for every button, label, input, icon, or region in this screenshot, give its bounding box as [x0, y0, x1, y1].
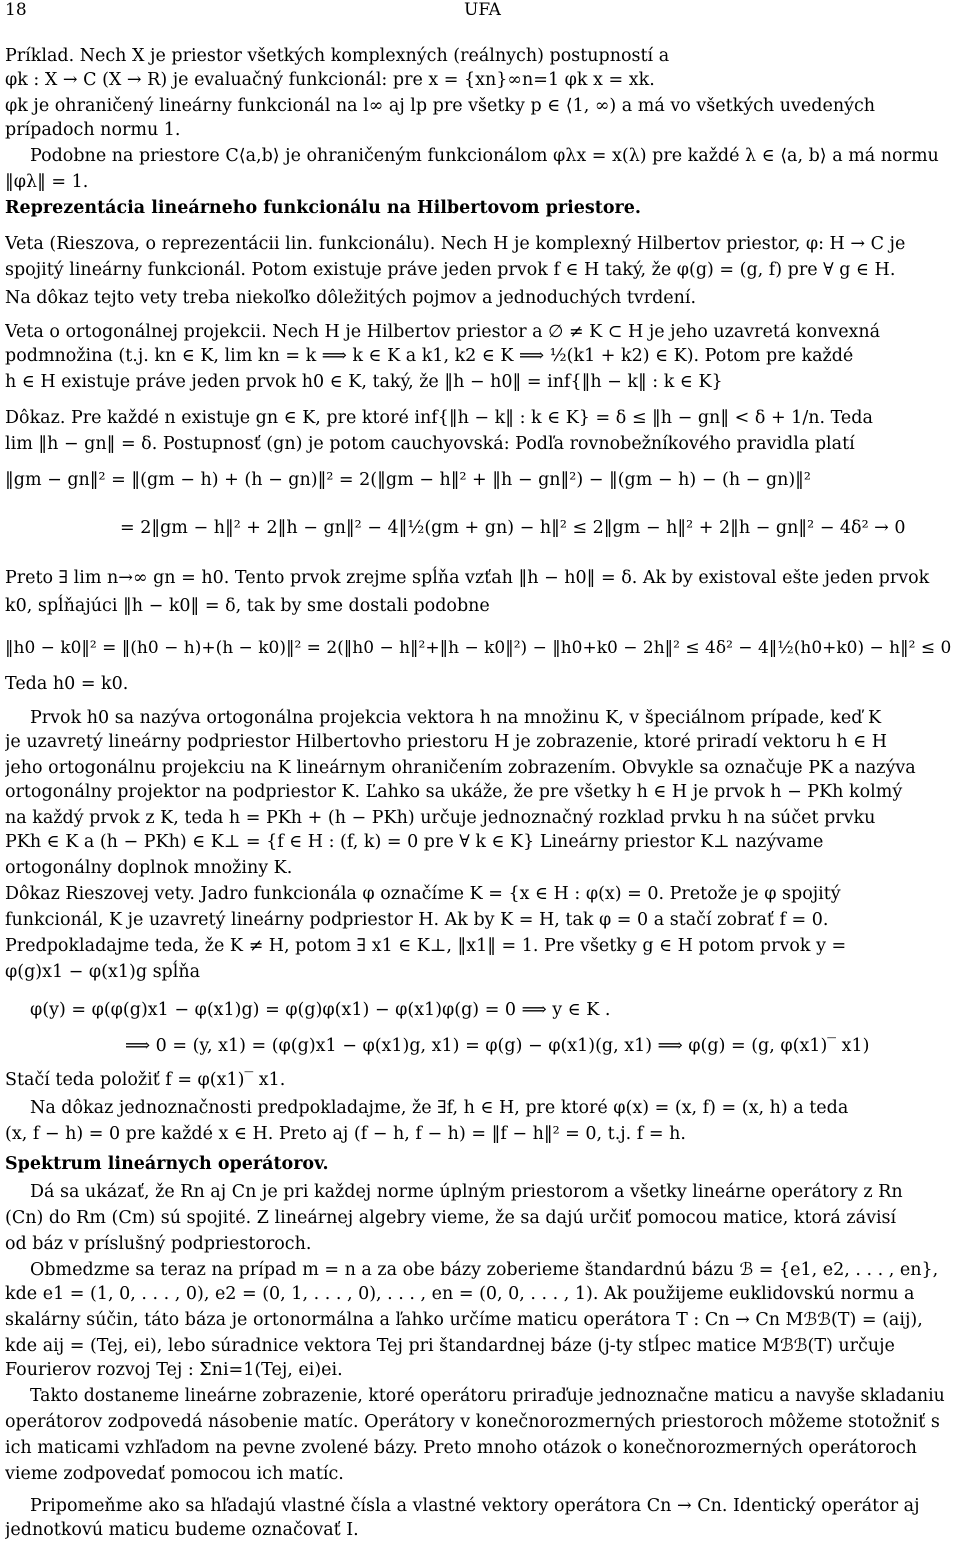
text-line: Takto dostaneme lineárne zobrazenie, ktoré operátoru priraďuje jednoznačne maticu a navyše skladaniu	[30, 1386, 945, 1406]
equation: = 2‖gm − h‖² + 2‖h − gn‖² − 4‖½(gm + gn) − h‖² ≤ 2‖gm − h‖² + 2‖h − gn‖² − 4δ² → 0	[120, 518, 906, 538]
running-title: UFA	[464, 0, 501, 20]
equation: ⟹ 0 = (y, x1) = (φ(g)x1 − φ(x1)g, x1) = φ(g) − φ(x1)(g, x1) ⟹ φ(g) = (g, φ(x1)‾ x1)	[125, 1036, 870, 1056]
text-line: kde aij = (Tej, ei), lebo súradnice vektora Tej pri štandardnej báze (j-ty stĺpec matice Mℬℬ(T) určuje	[5, 1336, 895, 1356]
text-line: Teda h0 = k0.	[5, 674, 129, 694]
text-line: kde e1 = (1, 0, . . . , 0), e2 = (0, 1, . . . , 0), . . . , en = (0, 0, . . . , 1). Ak použijeme euklidovskú normu a	[5, 1284, 915, 1304]
text-line: φk : X → C (X → R) je evaluačný funkcionál: pre x = {xn}∞n=1 φk x = xk.	[5, 70, 655, 90]
text-line: od báz v príslušný podpriestoroch.	[5, 1234, 312, 1254]
proof-line: funkcionál, K je uzavretý lineárny podpriestor H. Ak by K = H, tak φ = 0 a stačí zobrať f = 0.	[5, 910, 829, 930]
page-number: 18	[5, 0, 27, 20]
equation: φ(y) = φ(φ(g)x1 − φ(x1)g) = φ(g)φ(x1) − φ(x1)φ(g) = 0 ⟹ y ∈ K .	[30, 1000, 611, 1020]
text-line: jeho ortogonálnu projekciu na K lineárnym ohraničením zobrazením. Obvykle sa označuje PK a nazýva	[5, 758, 916, 778]
theorem-line: podmnožina (t.j. kn ∈ K, lim kn = k ⟹ k ∈ K a k1, k2 ∈ K ⟹ ½(k1 + k2) ∈ K). Potom pre každé	[5, 346, 854, 366]
text-line: k0, spĺňajúci ‖h − k0‖ = δ, tak by sme dostali podobne	[5, 596, 490, 616]
text-line: Na dôkaz jednoznačnosti predpokladajme, že ∃f, h ∈ H, pre ktoré φ(x) = (x, f) = (x, h) a teda	[30, 1098, 849, 1118]
text-line: Pripomeňme ako sa hľadajú vlastné čísla a vlastné vektory operátora Cn → Cn. Identický operátor aj	[30, 1496, 920, 1516]
theorem-line: Veta o ortogonálnej projekcii. Nech H je Hilbertov priestor a ∅ ≠ K ⊂ H je jeho uzavretá konvexná	[5, 322, 881, 342]
text-line: Preto ∃ lim n→∞ gn = h0. Tento prvok zrejme spĺňa vzťah ‖h − h0‖ = δ. Ak by existoval ešte jeden prvok	[5, 568, 930, 588]
theorem-line: Veta (Rieszova, o reprezentácii lin. funkcionálu). Nech H je komplexný Hilbertov priestor, φ: H → C je	[5, 234, 906, 254]
text-line: (x, f − h) = 0 pre každé x ∈ H. Preto aj (f − h, f − h) = ‖f − h‖² = 0, t.j. f = h.	[5, 1124, 686, 1144]
theorem-line: spojitý lineárny funkcionál. Potom existuje práve jeden prvok f ∈ H taký, že φ(g) = (g, f) pre ∀ g ∈ H.	[5, 260, 896, 280]
text-line: na každý prvok z K, teda h = PKh + (h − PKh) určuje jednoznačný rozklad prvku h na súčet prvku	[5, 808, 876, 828]
proof-line: Predpokladajme teda, že K ≠ H, potom ∃ x1 ∈ K⊥, ‖x1‖ = 1. Pre všetky g ∈ H potom prvok y =	[5, 936, 847, 956]
theorem-line: h ∈ H existuje práve jeden prvok h0 ∈ K, taký, že ‖h − h0‖ = inf{‖h − k‖ : k ∈ K}	[5, 372, 723, 392]
text-line: Stačí teda položiť f = φ(x1)‾ x1.	[5, 1070, 286, 1090]
text-line: je uzavretý lineárny podpriestor Hilbertovho priestoru H je zobrazenie, ktoré priradí vektoru h ∈ H	[5, 732, 887, 752]
text-line: jednotkovú maticu budeme označovať I.	[5, 1520, 359, 1540]
section-heading: Spektrum lineárnych operátorov.	[5, 1154, 329, 1174]
proof-line: φ(g)x1 − φ(x1)g spĺňa	[5, 962, 201, 982]
text-line: Dá sa ukázať, že Rn aj Cn je pri každej norme úplným priestorom a všetky lineárne operátory z Rn	[30, 1182, 903, 1202]
page-header	[0, 0, 960, 24]
text-line: φk je ohraničený lineárny funkcionál na l∞ aj lp pre všetky p ∈ ⟨1, ∞) a má vo všetkých uvedených	[5, 96, 876, 116]
example-heading-line: Príklad. Nech X je priestor všetkých komplexných (reálnych) postupností a	[5, 46, 670, 66]
text-line: ich maticami vzhľadom na pevne zvolené bázy. Preto mnoho otázok o konečnorozmerných operátoroch	[5, 1438, 917, 1458]
text-line: Fourierov rozvoj Tej : Σni=1(Tej, ei)ei.	[5, 1360, 343, 1380]
text-line: Prvok h0 sa nazýva ortogonálna projekcia vektora h na množinu K, v špeciálnom prípade, keď K	[30, 708, 882, 728]
section-heading: Reprezentácia lineárneho funkcionálu na Hilbertovom priestore.	[5, 198, 641, 218]
text-line: vieme zodpovedať pomocou ich matíc.	[5, 1464, 344, 1484]
text-line: Podobne na priestore C⟨a,b⟩ je ohraničeným funkcionálom φλx = x(λ) pre každé λ ∈ ⟨a, b⟩ a má normu	[30, 146, 939, 166]
equation: ‖h0 − k0‖² = ‖(h0 − h)+(h − k0)‖² = 2(‖h0 − h‖²+‖h − k0‖²) − ‖h0+k0 − 2h‖² ≤ 4δ² − 4‖½(h0+k0) − h‖² ≤ 0	[5, 638, 952, 658]
text-line: Obmedzme sa teraz na prípad m = n a za obe bázy zoberieme štandardnú bázu ℬ = {e1, e2, . . . , en},	[30, 1260, 939, 1280]
text-line: skalárny súčin, táto báza je ortonormálna a ľahko určíme maticu operátora T : Cn → Cn Mℬℬ(T) = (aij),	[5, 1310, 923, 1330]
text-line: ortogonálny projektor na podpriestor K. Ľahko sa ukáže, že pre všetky h ∈ H je prvok h − PKh kolmý	[5, 782, 903, 802]
text-line: operátorov zodpovedá násobenie matíc. Operátory v konečnorozmerných priestoroch môžeme stotožniť s	[5, 1412, 940, 1432]
proof-line: Dôkaz Rieszovej vety. Jadro funkcionála φ označíme K = {x ∈ H : φ(x) = 0. Pretože je φ spojitý	[5, 884, 841, 904]
text-line: ortogonálny doplnok množiny K.	[5, 858, 293, 878]
text-line: PKh ∈ K a (h − PKh) ∈ K⊥ = {f ∈ H : (f, k) = 0 pre ∀ k ∈ K} Lineárny priestor K⊥ nazývame	[5, 832, 824, 852]
text-line: (Cn) do Rm (Cm) sú spojité. Z lineárnej algebry vieme, že sa dajú určiť pomocou matice, ktorá závisí	[5, 1208, 897, 1228]
text-line: Na dôkaz tejto vety treba niekoľko dôležitých pojmov a jednoduchých tvrdení.	[5, 288, 697, 308]
text-line: ‖φλ‖ = 1.	[5, 172, 89, 192]
text-line: prípadoch normu 1.	[5, 120, 181, 140]
proof-line: lim ‖h − gn‖ = δ. Postupnosť (gn) je potom cauchyovská: Podľa rovnobežníkového pravidla platí	[5, 434, 855, 454]
equation: ‖gm − gn‖² = ‖(gm − h) + (h − gn)‖² = 2(‖gm − h‖² + ‖h − gn‖²) − ‖(gm − h) − (h − gn)‖²	[5, 470, 811, 490]
proof-line: Dôkaz. Pre každé n existuje gn ∈ K, pre ktoré inf{‖h − k‖ : k ∈ K} = δ ≤ ‖h − gn‖ < δ + 1/n. Teda	[5, 408, 873, 428]
